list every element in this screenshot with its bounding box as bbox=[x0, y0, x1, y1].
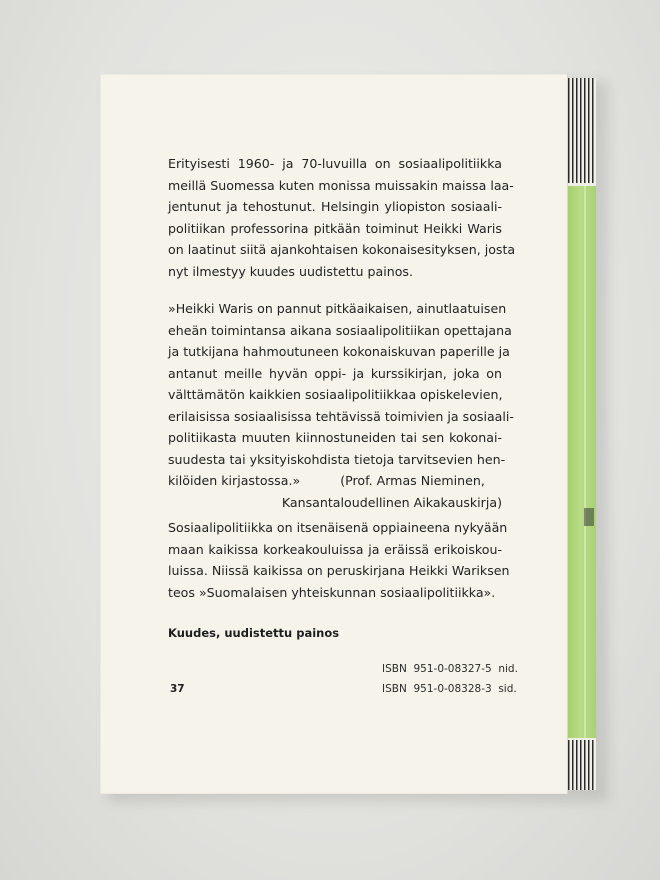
text-line: eheän toimintansa aikana sosiaalipolitiikan opettajana bbox=[168, 322, 512, 338]
text-line: ja tutkijana hahmoutuneen kokonaiskuvan paperille ja bbox=[168, 344, 510, 359]
text-line: politiikasta muuten kiinnostuneiden tai sen kokonai- bbox=[168, 430, 502, 445]
text-line: maan kaikissa korkeakouluissa ja eräissä erikoiskou- bbox=[168, 541, 502, 557]
book-spine bbox=[568, 78, 596, 790]
spine-stripe-pattern bbox=[568, 740, 596, 790]
isbn-nid: ISBN 951-0-08327-5 nid. bbox=[382, 663, 518, 675]
text-line: Sosiaalipolitiikka on itsenäisenä oppiaineena nykyään bbox=[168, 520, 508, 535]
text-line: meillä Suomessa kuten monissa muissakin maissa laa- bbox=[168, 177, 514, 193]
edition-label: Kuudes, uudistettu painos bbox=[168, 626, 340, 640]
text-line: »Heikki Waris on pannut pitkäaikaisen, ainutlaatuisen bbox=[168, 301, 507, 316]
spine-mark bbox=[584, 508, 594, 526]
quote-paragraph bbox=[168, 298, 514, 513]
closing-paragraph bbox=[168, 517, 510, 603]
book bbox=[100, 74, 600, 794]
back-cover bbox=[100, 74, 568, 794]
text-line: antanut meille hyvän oppi- ja kurssikirjan, joka on bbox=[168, 365, 502, 381]
text-line: välttämätön kaikkien sosiaalipolitiikkaa opiskelevien, bbox=[168, 387, 503, 402]
text-line: Erityisesti 1960- ja 70-luvuilla on sosiaalipolitiikka bbox=[168, 156, 502, 171]
text-line: jentunut ja tehostunut. Helsingin yliopiston sosiaali- bbox=[168, 199, 502, 214]
text-line: on laatinut siitä ajankohtaisen kokonaisesityksen, josta bbox=[168, 242, 516, 257]
series-number: 37 bbox=[170, 683, 185, 695]
spine-stripe-pattern bbox=[568, 78, 596, 183]
spine-texture bbox=[574, 186, 596, 738]
description-paragraph bbox=[168, 153, 516, 282]
text-line: politiikan professorina pitkään toiminut Heikki Waris bbox=[168, 220, 502, 236]
quote-source: Kansantaloudellinen Aikakauskirja) bbox=[281, 494, 502, 510]
text-line: erilaisissa sosiaalisissa tehtävissä toimivien ja sosiaali- bbox=[168, 408, 514, 424]
text-line: luissa. Niissä kaikissa on peruskirjana Heikki Wariksen bbox=[168, 563, 510, 578]
text-line: nyt ilmestyy kuudes uudistettu painos. bbox=[168, 263, 413, 279]
text-line: kilöiden kirjastossa.» (Prof. Armas Nieminen, bbox=[168, 473, 485, 488]
text-line: teos »Suomalaisen yhteiskunnan sosiaalipolitiikka». bbox=[168, 584, 496, 600]
text-line: suudesta tai yksityiskohdista tietoja tarvitsevien hen- bbox=[168, 451, 506, 467]
isbn-sid: ISBN 951-0-08328-3 sid. bbox=[382, 683, 517, 695]
